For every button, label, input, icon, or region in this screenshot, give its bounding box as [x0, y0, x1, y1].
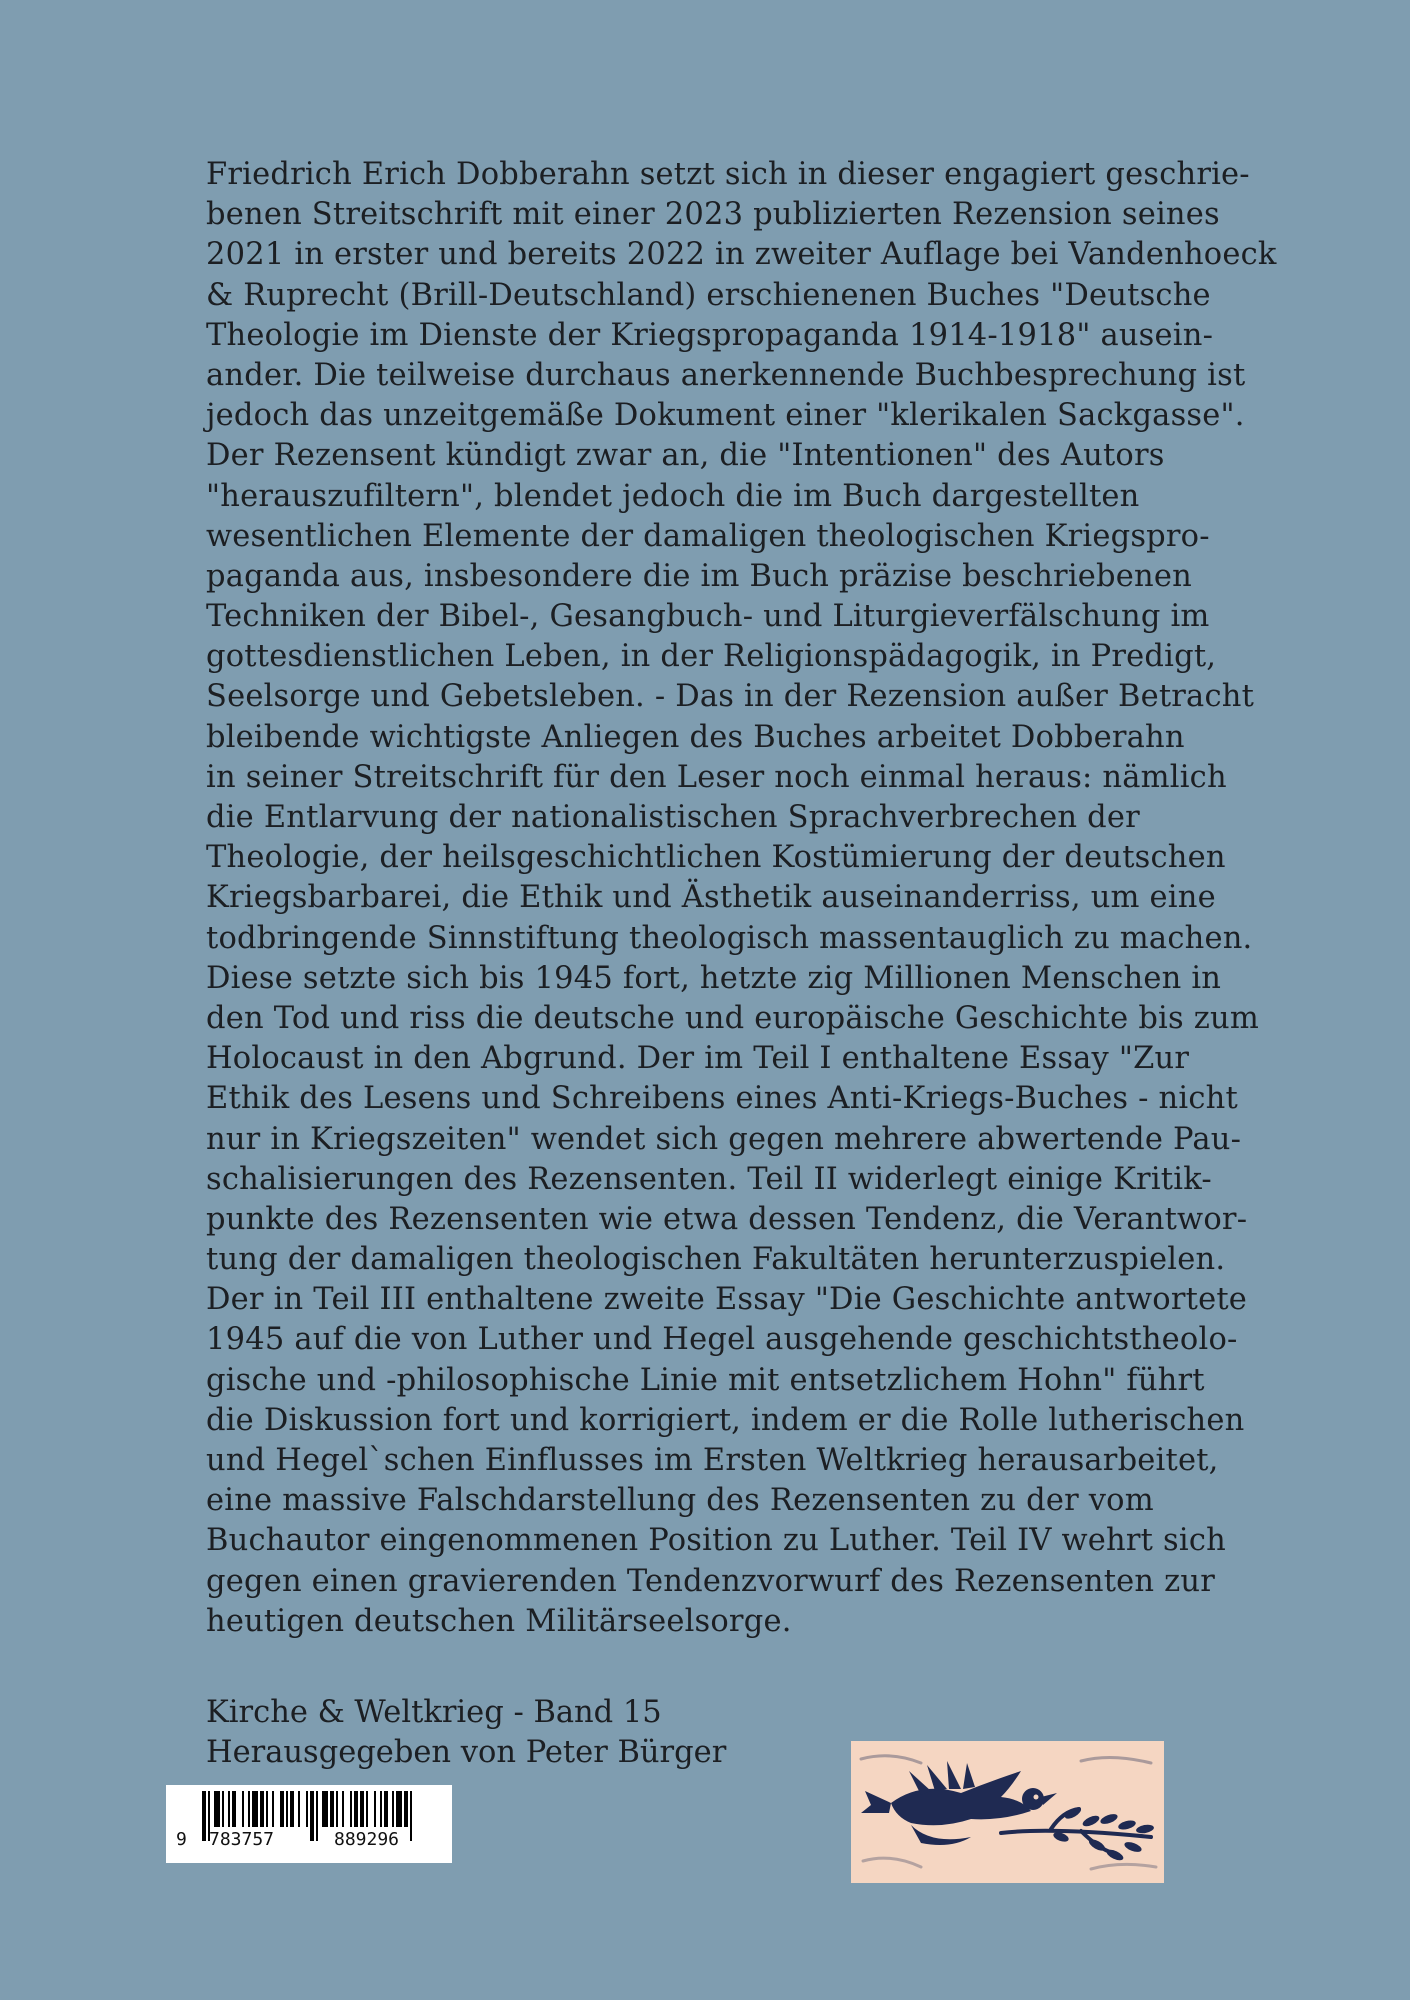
blurb-line: Der Rezensent kündigt zwar an, die "Intentionen" des Autors [206, 438, 1165, 474]
blurb-line: den Tod und riss die deutsche und europäische Geschichte bis zum [206, 1000, 1259, 1036]
blurb-line: wesentlichen Elemente der damaligen theologischen Kriegspro- [206, 518, 1210, 554]
series-editor: Herausgegeben von Peter Bürger [206, 1735, 727, 1770]
blurb-line: Der in Teil III enthaltene zweite Essay "Die Geschichte antwortete [206, 1282, 1248, 1318]
blurb-line: "herauszufiltern", blendet jedoch die im Buch dargestellten [206, 478, 1140, 514]
barcode-group-2: 889296 [334, 1829, 400, 1850]
blurb-line: Theologie, der heilsgeschichtlichen Kostümierung der deutschen [206, 840, 1226, 876]
blurb-line: & Ruprecht (Brill-Deutschland) erschienenen Buches "Deutsche [206, 277, 1211, 313]
blurb-line: eine massive Falschdarstellung des Rezensenten zu der vom [206, 1483, 1154, 1519]
blurb-line: paganda aus, insbesondere die im Buch präzise beschriebenen [206, 558, 1192, 594]
blurb-line: 2021 in erster und bereits 2022 in zweiter Auflage bei Vandenhoeck [206, 237, 1277, 273]
blurb-line: 1945 auf die von Luther und Hegel ausgehende geschichtstheolo- [206, 1322, 1238, 1358]
barcode-bars [166, 1785, 452, 1863]
blurb-line: in seiner Streitschrift für den Leser noch einmal heraus: nämlich [206, 759, 1227, 795]
blurb-line: Theologie im Dienste der Kriegspropaganda 1914-1918" ausein- [206, 317, 1214, 353]
blurb-line: schalisierungen des Rezensenten. Teil II widerlegt einige Kritik- [206, 1161, 1212, 1197]
blurb-line: gische und -philosophische Linie mit entsetzlichem Hohn" führt [206, 1362, 1205, 1398]
blurb-line: punkte des Rezensenten wie etwa dessen Tendenz, die Verantwor- [206, 1201, 1248, 1237]
blurb-line: Ethik des Lesens und Schreibens eines Anti-Kriegs-Buches - nicht [206, 1081, 1238, 1117]
blurb-line: Diese setzte sich bis 1945 fort, hetzte zig Millionen Menschen in [206, 960, 1222, 996]
series-info [206, 1693, 726, 1773]
blurb-line: und Hegel`schen Einflusses im Ersten Weltkrieg herausarbeitet, [206, 1443, 1219, 1478]
blurb-line: die Diskussion fort und korrigiert, indem er die Rolle lutherischen [206, 1402, 1245, 1438]
blurb-line: benen Streitschrift mit einer 2023 publizierten Rezension seines [206, 197, 1220, 233]
blurb-line: Holocaust in den Abgrund. Der im Teil I enthaltene Essay "Zur [206, 1041, 1190, 1077]
blurb-line: Techniken der Bibel-, Gesangbuch- und Liturgieverfälschung im [206, 599, 1210, 635]
blurb-line: Seelsorge und Gebetsleben. - Das in der Rezension außer Betracht [206, 679, 1255, 715]
blurb-line: Friedrich Erich Dobberahn setzt sich in dieser engagiert geschrie- [206, 157, 1250, 192]
blurb-line: jedoch das unzeitgemäße Dokument einer "klerikalen Sackgasse". [206, 398, 1245, 434]
blurb-line: todbringende Sinnstiftung theologisch massentauglich zu machen. [206, 920, 1253, 956]
blurb-line: tung der damaligen theologischen Fakultäten herunterzuspielen. [206, 1242, 1226, 1278]
barcode-group-1: 783757 [209, 1829, 275, 1850]
blurb-line: gottesdienstlichen Leben, in der Religionspädagogik, in Predigt, [206, 639, 1217, 675]
blurb-line: die Entlarvung der nationalistischen Sprachverbrechen der [206, 800, 1140, 835]
blurb-line: ander. Die teilweise durchaus anerkennende Buchbesprechung ist [206, 357, 1246, 393]
back-cover-blurb [206, 155, 1277, 1642]
dove-with-branch-icon [851, 1741, 1164, 1883]
blurb-line: Buchautor eingenommenen Position zu Luther. Teil IV wehrt sich [206, 1523, 1226, 1559]
isbn-barcode [166, 1785, 452, 1863]
blurb-line: gegen einen gravierenden Tendenzvorwurf des Rezensenten zur [206, 1563, 1216, 1599]
blurb-line: heutigen deutschen Militärseelsorge. [206, 1603, 792, 1639]
blurb-line: Kriegsbarbarei, die Ethik und Ästhetik auseinanderriss, um eine [206, 880, 1216, 916]
blurb-line: nur in Kriegszeiten" wendet sich gegen mehrere abwertende Pau- [206, 1121, 1242, 1157]
barcode-prefix: 9 [176, 1829, 187, 1850]
dove-emblem [851, 1741, 1164, 1883]
series-title: Kirche & Weltkrieg - Band 15 [206, 1695, 662, 1730]
blurb-line: bleibende wichtigste Anliegen des Buches arbeitet Dobberahn [206, 719, 1185, 755]
